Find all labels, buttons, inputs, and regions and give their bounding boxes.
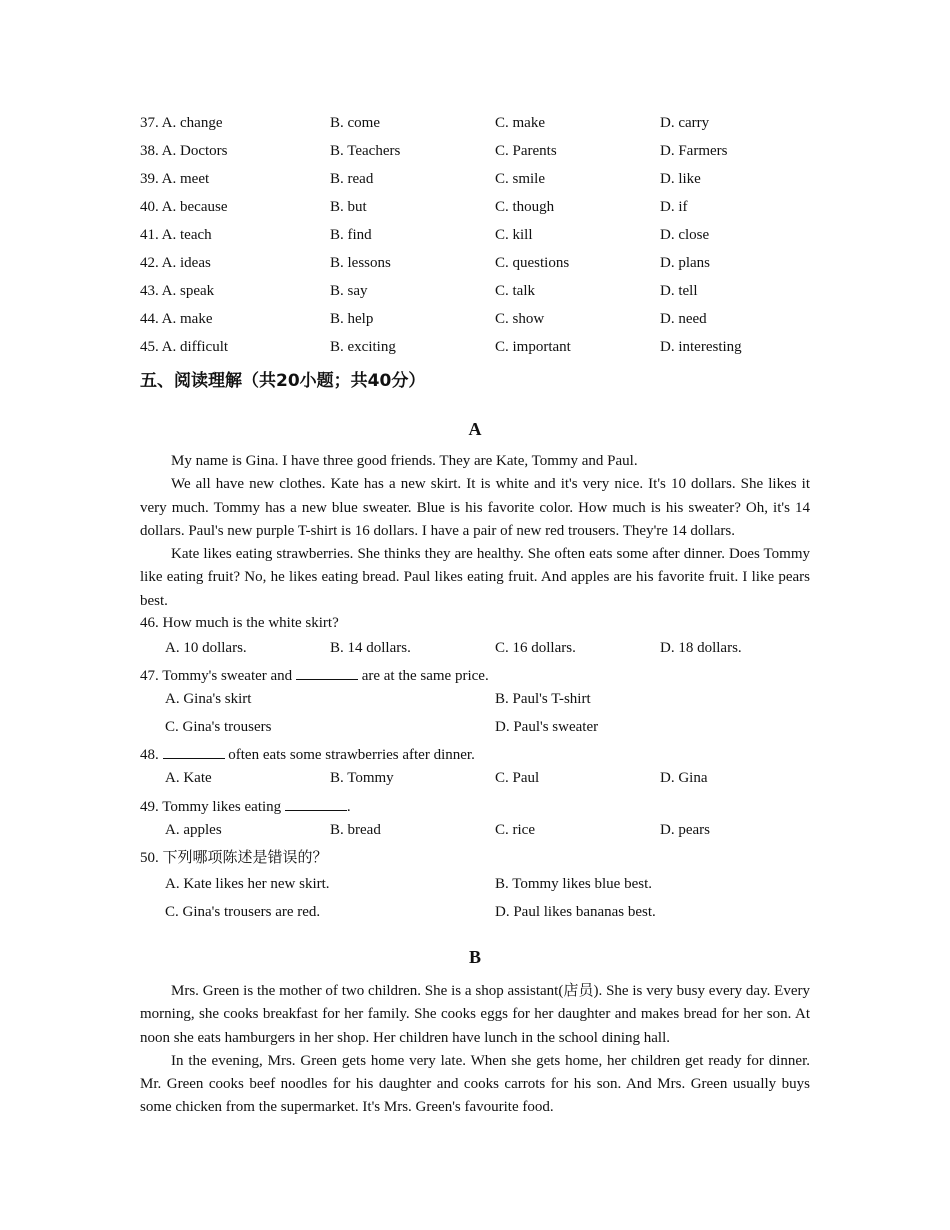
answer-blank [285,796,347,811]
passage-paragraph: In the evening, Mrs. Green gets home very late. When she gets home, her children get ready for dinner. Mr. Green cooks beef noodles for his daughter and cooks carrots for his son. And Mrs. Green usually buys some chicken from the supermarket. It's Mrs. Green's favourite food. [140,1052,810,1116]
option-d: D. tell [660,283,698,299]
option-c: C. Gina's trousers [165,719,272,735]
option-a: 43. A. speak [140,283,215,299]
option-b: B. bread [330,822,381,838]
option-row-45 [0,337,950,365]
option-b: B. Tommy [330,770,394,786]
option-row-40 [0,197,950,225]
option-d: D. close [660,227,710,243]
question-49-options [0,820,950,848]
option-c: C. though [495,199,555,215]
passage-paragraph: Kate likes eating strawberries. She thinks they are healthy. She often eats some after dinner. Does Tommy like eating fruit? No, he likes eating bread. Paul likes eating fruit. And apples are his favorite fruit. I like pears best. [140,546,810,609]
stem-text: are at the same price. [361,668,489,684]
option-d: D. like [660,171,701,187]
passage-paragraph: Mrs. Green is the mother of two children. She is a shop assistant(店员). She is very busy every day. Every morning, she cooks breakfast for her family. She cooks eggs for her daughter and makes bread for her son. At noon she eats hamburgers in her shop. Her children have lunch in the school dining hall. [140,983,810,1046]
passage-b [140,980,810,1120]
option-c: C. show [495,311,545,327]
option-a: 42. A. ideas [140,255,211,271]
stem-text: 49. Tommy likes eating [140,799,282,815]
option-a: 37. A. change [140,115,223,131]
option-b: B. exciting [330,339,396,355]
option-d: D. need [660,311,707,327]
option-d: D. interesting [660,339,742,355]
option-a: A. 10 dollars. [165,640,247,656]
option-a: A. Kate [165,770,212,786]
part-a-heading: A [468,419,482,439]
option-b: B. say [330,283,368,299]
option-c: C. 16 dollars. [495,640,576,656]
option-b: B. help [330,311,374,327]
option-c: C. questions [495,255,570,271]
question-46-options [0,638,950,666]
option-d: D. pears [660,822,710,838]
option-a: 44. A. make [140,311,213,327]
option-row-42 [0,253,950,281]
option-row-41 [0,225,950,253]
question-50-stem: 50. 下列哪项陈述是错误的？ [140,850,328,866]
option-a: 41. A. teach [140,227,212,243]
option-d: D. Gina [660,770,708,786]
option-c: C. kill [495,227,533,243]
option-c: C. talk [495,283,535,299]
option-row-38 [0,141,950,169]
option-d: D. plans [660,255,710,271]
option-a: 40. A. because [140,199,228,215]
option-c: C. Parents [495,143,557,159]
option-row-37 [0,113,950,141]
option-b: B. Paul's T-shirt [495,691,591,707]
section-title: 五、阅读理解（共20小题；共40分） [140,371,426,391]
stem-text: . [346,799,351,815]
option-b: B. read [330,171,374,187]
option-b: B. lessons [330,255,391,271]
option-row-44 [0,309,950,337]
question-48-options [0,768,950,796]
passage-paragraph: We all have new clothes. Kate has a new skirt. It is white and it's very nice. It's 10 dollars. She likes it very much. Tommy has a new blue sweater. Blue is his favorite color. How much is his sweater? Oh, it's 14 dollars. Paul's new purple T-shirt is 16 dollars. I have a pair of new red trousers. They're 14 dollars. [140,476,810,539]
option-b: B. Teachers [330,143,401,159]
option-d: D. Paul likes bananas best. [495,904,656,920]
option-b: B. come [330,115,380,131]
option-d: D. 18 dollars. [660,640,742,656]
option-d: D. Paul's sweater [495,719,599,735]
option-b: B. but [330,199,367,215]
option-a: A. Kate likes her new skirt. [165,876,330,892]
option-c: C. important [495,339,571,355]
option-a: A. Gina's skirt [165,691,252,707]
question-48-stem: 48. often eats some strawberries after dinner. [140,744,475,765]
option-a: 45. A. difficult [140,339,229,355]
option-c: C. smile [495,171,546,187]
option-d: D. if [660,199,688,215]
answer-blank [296,665,358,680]
option-c: C. Gina's trousers are red. [165,904,321,920]
option-b: B. Tommy likes blue best. [495,876,653,892]
question-47-stem [140,665,489,686]
option-a: 39. A. meet [140,171,210,187]
passage-a [140,450,810,613]
option-a: A. apples [165,822,222,838]
stem-text: 47. Tommy's sweater and [140,668,293,684]
option-c: C. Paul [495,770,540,786]
option-d: D. Farmers [660,143,728,159]
option-d: D. carry [660,115,710,131]
option-row-39 [0,169,950,197]
part-b-heading: B [468,947,481,967]
option-c: C. rice [495,822,535,838]
option-row-43 [0,281,950,309]
passage-paragraph: My name is Gina. I have three good friends. They are Kate, Tommy and Paul. [171,453,638,469]
answer-blank [163,744,225,759]
option-a: 38. A. Doctors [140,143,228,159]
option-b: B. 14 dollars. [330,640,411,656]
option-b: B. find [330,227,372,243]
question-46-stem: 46. How much is the white skirt? [140,615,339,631]
option-c: C. make [495,115,545,131]
question-49-stem [140,796,351,817]
stem-text: often eats some strawberries after dinner. [228,747,475,763]
